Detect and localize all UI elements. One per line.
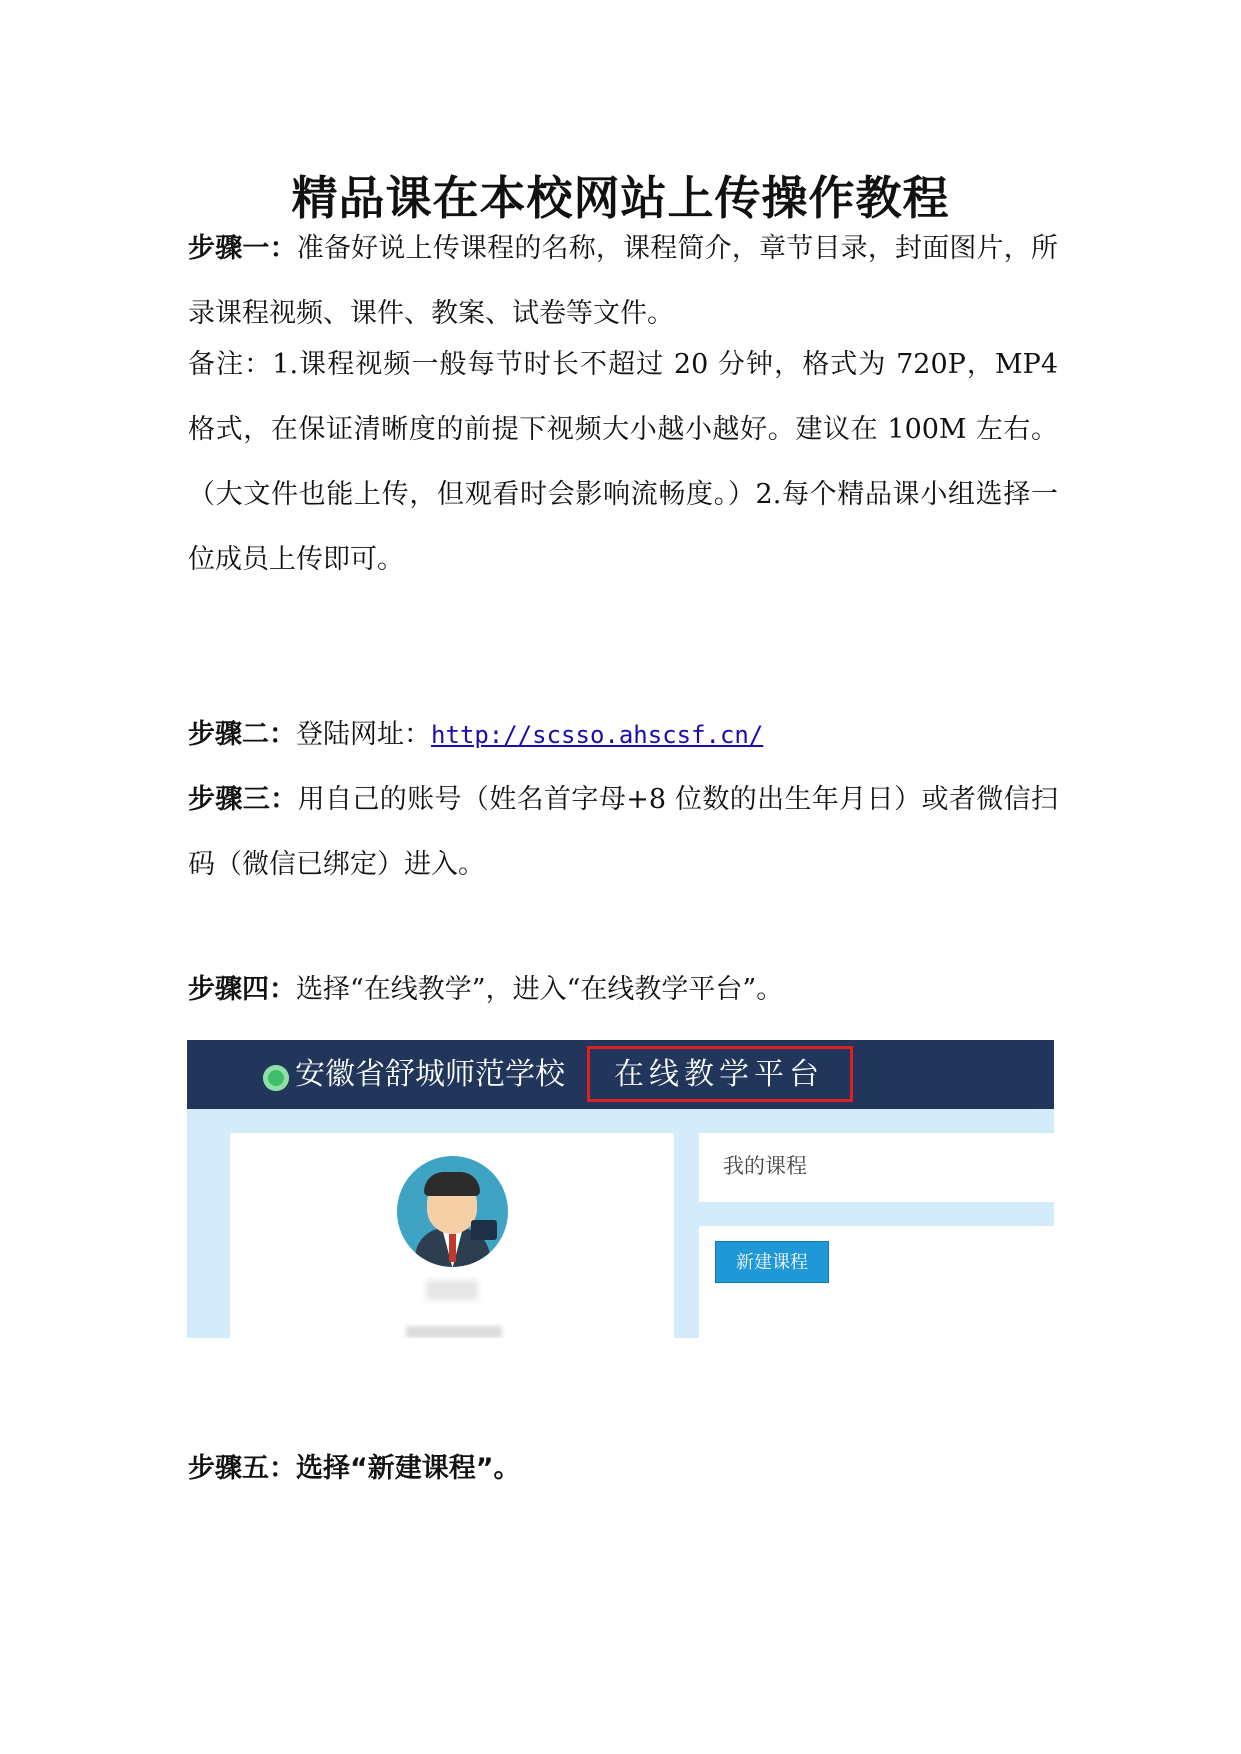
platform-highlight-box[interactable] <box>587 1046 853 1102</box>
platform-header <box>187 1040 1054 1109</box>
profile-card <box>230 1133 674 1338</box>
school-name: 安徽省舒城师范学校 <box>295 1057 565 1092</box>
note-paragraph: 备注：1.课程视频一般每节时长不超过 20 分钟，格式为 720P，MP4 格式，在保证清晰度的前提下视频大小越小越好。建议在 100M 左右。（大文件也能上传，但观看时会影响流畅度。）2.每个精品课小组选择一位成员上传即可。 <box>188 349 1058 575</box>
platform-screenshot <box>187 1040 1054 1338</box>
my-course-panel <box>699 1133 1054 1202</box>
step4-text: 选择“在线教学”，进入“在线教学平台”。 <box>296 974 784 1005</box>
step4-paragraph <box>188 957 1058 1022</box>
blurred-user-role <box>406 1326 502 1338</box>
my-course-heading[interactable]: 我的课程 <box>723 1154 807 1178</box>
step1-paragraph <box>188 216 1058 346</box>
school-logo-icon <box>263 1065 289 1091</box>
step4-label: 步骤四： <box>188 974 296 1005</box>
document-title: 精品课在本校网站上传操作教程 <box>291 171 950 225</box>
step3-label: 步骤三： <box>188 784 298 815</box>
blurred-user-name <box>426 1280 478 1300</box>
briefcase-icon <box>471 1220 497 1240</box>
step2-label: 步骤二： <box>188 719 296 750</box>
step2-text: 登陆网址： <box>296 719 431 750</box>
step2-paragraph <box>188 702 1058 768</box>
login-url-link[interactable]: http://scsso.ahscsf.cn/ <box>431 721 764 749</box>
step3-text: 用自己的账号（姓名首字母+8 位数的出生年月日）或者微信扫码（微信已绑定）进入。 <box>188 784 1059 880</box>
step1-label: 步骤一： <box>188 233 297 264</box>
course-actions-panel <box>699 1226 1054 1338</box>
step1-text: 准备好说上传课程的名称，课程简介，章节目录，封面图片，所录课程视频、课件、教案、试卷等文件。 <box>188 233 1059 329</box>
new-course-button[interactable]: 新建课程 <box>715 1241 829 1283</box>
step3-paragraph <box>188 767 1058 897</box>
platform-name: 在线教学平台 <box>614 1057 824 1092</box>
step5-paragraph: 步骤五：选择“新建课程”。 <box>188 1453 521 1484</box>
avatar <box>397 1156 508 1267</box>
